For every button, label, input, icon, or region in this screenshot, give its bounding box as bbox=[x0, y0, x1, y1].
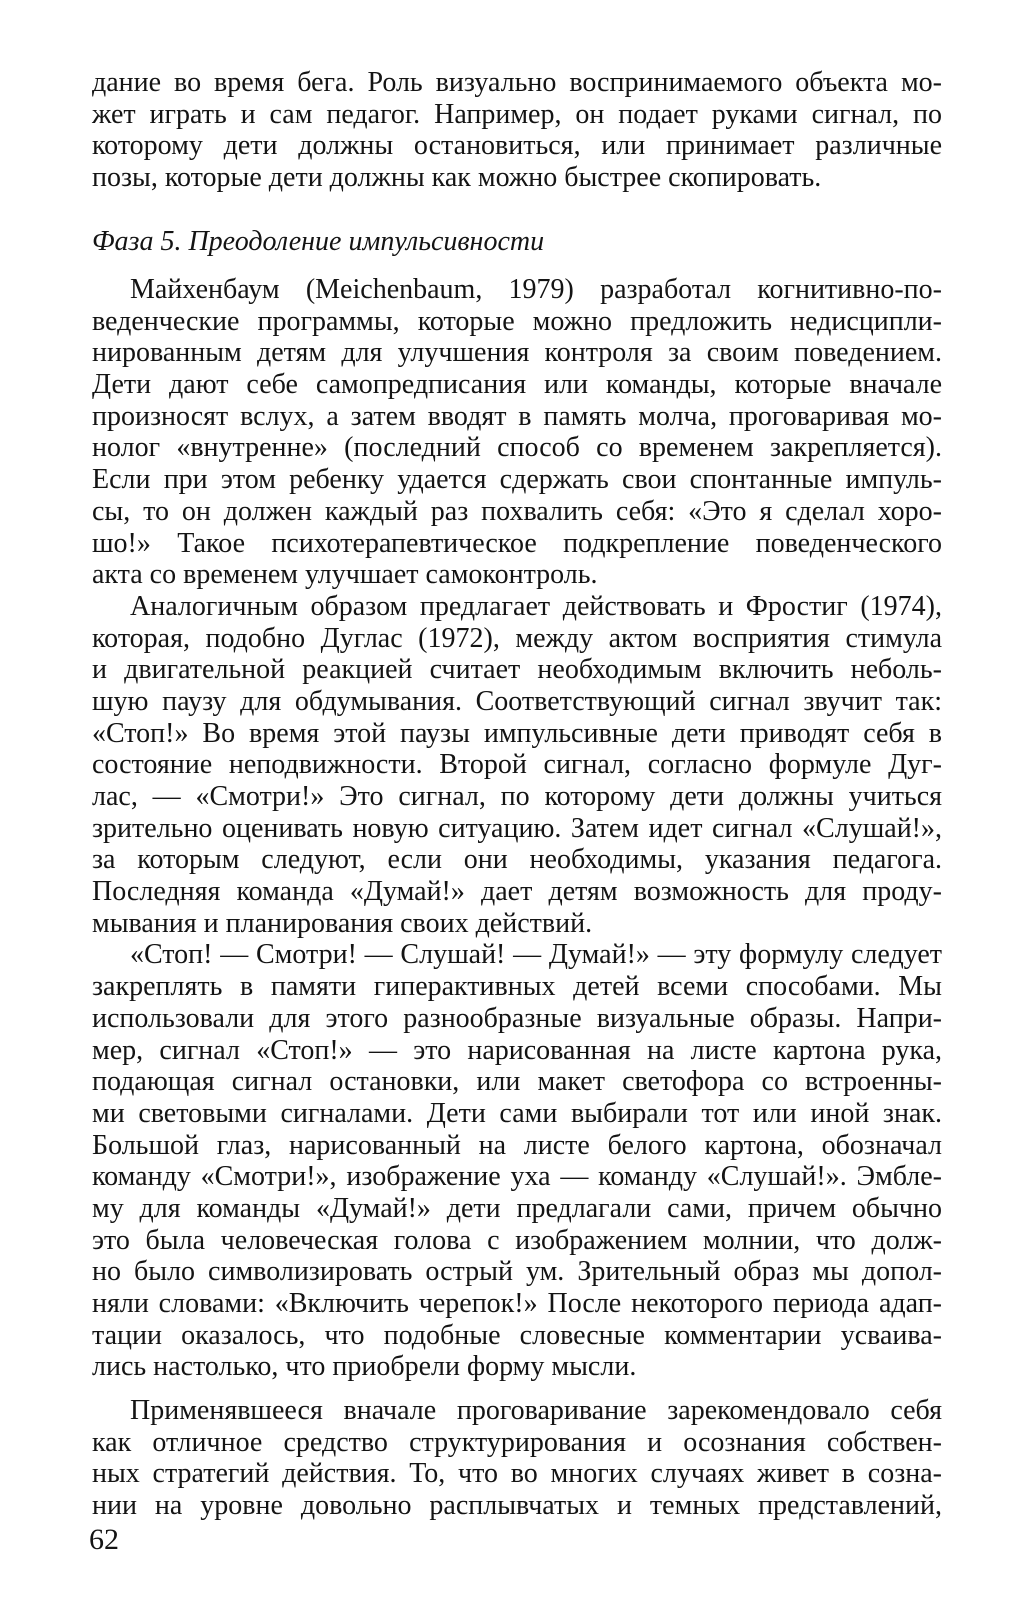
page-number: 62 bbox=[89, 1523, 119, 1556]
text-line: нолог «внутренне» (последний способ со временем закрепляется). bbox=[92, 432, 942, 464]
text-line: которому дети должны остановиться, или принимает различные bbox=[92, 130, 942, 162]
text-line: ных стратегий действия. То, что во многих случаях живет в созна- bbox=[92, 1458, 942, 1490]
text-line: и двигательной реакцией считает необходимым включить неболь- bbox=[92, 654, 942, 686]
text-line: мер, сигнал «Стоп!» — это нарисованная на листе картона рука, bbox=[92, 1034, 942, 1066]
text-line: му для команды «Думай!» дети предлагали сами, причем обычно bbox=[92, 1192, 942, 1224]
text-line: шо!» Такое психотерапевтическое подкрепление поведенческого bbox=[92, 527, 942, 559]
text-line: Применявшееся вначале проговаривание зарекомендовало себя bbox=[130, 1395, 942, 1427]
text-line: «Стоп! — Смотри! — Слушай! — Думай!» — эту формулу следует bbox=[130, 939, 942, 971]
intro-paragraph bbox=[92, 67, 942, 194]
text-line: использовали для этого разнообразные визуальные образы. Напри- bbox=[92, 1002, 942, 1034]
section-heading: Фаза 5. Преодоление импульсивности bbox=[92, 226, 545, 257]
text-line: Последняя команда «Думай!» дает детям возможность для проду- bbox=[92, 876, 942, 908]
text-line: позы, которые дети должны как можно быстрее скопировать. bbox=[92, 162, 822, 194]
text-line: нии на уровне довольно расплывчатых и темных представлений, bbox=[92, 1490, 942, 1522]
text-line: няли словами: «Включить черепок!» После некоторого периода адап- bbox=[92, 1288, 942, 1319]
body-text bbox=[92, 274, 942, 1522]
text-line: мывания и планирования своих действий. bbox=[92, 907, 593, 939]
text-line: акта со временем улучшает самоконтроль. bbox=[92, 559, 598, 591]
text-line: сы, то он должен каждый раз похвалить себя: «Это я сделал хоро- bbox=[92, 495, 942, 527]
text-line: состояние неподвижности. Второй сигнал, согласно формуле Дуг- bbox=[92, 749, 942, 781]
text-line: тации оказалось, что подобные словесные комментарии усваива- bbox=[92, 1319, 942, 1351]
text-line: веденческие программы, которые можно предложить недисципли- bbox=[92, 305, 942, 337]
text-line: дание во время бега. Роль визуально воспринимаемого объекта мо- bbox=[92, 67, 942, 98]
text-line: шую паузу для обдумывания. Соответствующий сигнал звучит так: bbox=[92, 685, 942, 717]
text-line: Аналогичным образом предлагает действовать и Фростиг (1974), bbox=[130, 590, 942, 622]
text-line: Большой глаз, нарисованный на листе белого картона, обозначал bbox=[92, 1129, 942, 1161]
text-line: зрительно оценивать новую ситуацию. Затем идет сигнал «Слушай!», bbox=[92, 812, 942, 844]
text-line: Если при этом ребенку удается сдержать свои спонтанные импуль- bbox=[92, 464, 942, 496]
text-line: команду «Смотри!», изображение уха — команду «Слушай!». Эмбле- bbox=[92, 1161, 942, 1193]
text-line: Дети дают себе самопредписания или команды, которые вначале bbox=[92, 369, 942, 401]
text-line: которая, подобно Дуглас (1972), между актом восприятия стимула bbox=[92, 622, 942, 654]
text-line: это была человеческая голова с изображением молнии, что долж- bbox=[92, 1224, 942, 1256]
text-line: произносят вслух, а затем вводят в память молча, проговаривая мо- bbox=[92, 400, 942, 432]
text-line: ми световыми сигналами. Дети сами выбирали тот или иной знак. bbox=[92, 1097, 942, 1129]
text-line: лас, — «Смотри!» Это сигнал, по которому дети должны учиться bbox=[92, 781, 942, 812]
text-line: но было символизировать острый ум. Зрительный образ мы допол- bbox=[92, 1256, 942, 1288]
text-line: лись настолько, что приобрели форму мысли. bbox=[92, 1351, 637, 1383]
text-line: за которым следуют, если они необходимы, указания педагога. bbox=[92, 844, 942, 876]
text-line: как отличное средство структурирования и осознания собствен- bbox=[92, 1426, 942, 1458]
text-line: закреплять в памяти гиперактивных детей всеми способами. Мы bbox=[92, 971, 942, 1003]
text-line: Майхенбаум (Meichenbaum, 1979) разработал когнитивно-по- bbox=[130, 274, 942, 305]
text-line: «Стоп!» Во время этой паузы импульсивные дети приводят себя в bbox=[92, 717, 942, 749]
text-line: жет играть и сам педагог. Например, он подает руками сигнал, по bbox=[92, 98, 942, 130]
text-line: подающая сигнал остановки, или макет светофора со встроенны- bbox=[92, 1066, 942, 1098]
text-line: нированным детям для улучшения контроля за своим поведением. bbox=[92, 337, 942, 369]
